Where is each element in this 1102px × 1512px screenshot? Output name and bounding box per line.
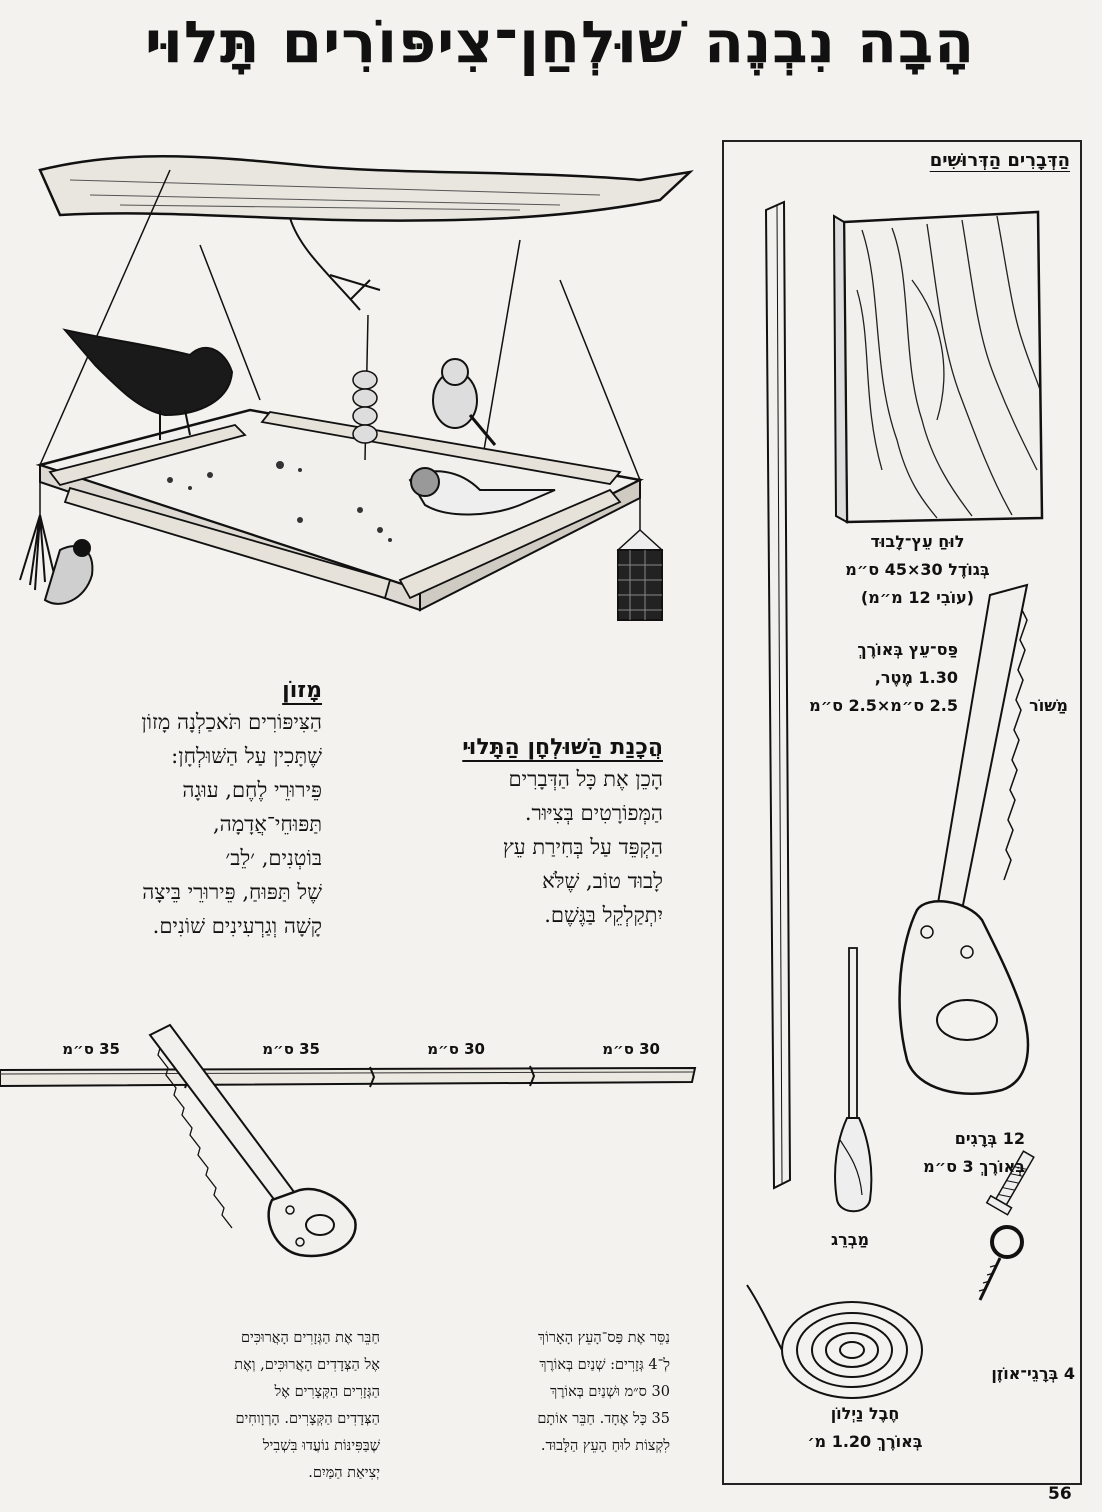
board-label-line: בְּגוֹדֶל 30×45 ס״מ [845, 560, 990, 579]
instructions-attach-line: הַגְּזָרִים הַקְּצָרִים אֶל [274, 1384, 380, 1400]
instructions-attach-line: שֶׁבַּפִּינּוֹת נוֹעֲדוּ בִּשְׁבִיל [262, 1438, 380, 1454]
instructions-attach-line: חַבֵּר אֶת הַגְּזָרִים הָאֲרוּכִּים [240, 1330, 380, 1346]
preparation-section [380, 735, 663, 932]
nylon-rope-label [790, 1400, 940, 1456]
instructions-attach-line: יְצִיאַת הַמַּיִם. [308, 1465, 380, 1481]
cut-strip-illustration [0, 1060, 700, 1300]
instructions-attach-line: הַצְּדָדִים הַקְּצָרִים. הָרְוָוחִים [235, 1411, 380, 1427]
materials-heading: הַדְּבָרִים הַדְּרוּשִׁים [929, 150, 1070, 171]
materials-illustrations [722, 140, 1082, 1485]
measurement-label: 30 ס״מ [602, 1040, 660, 1058]
eye-screws-label: 4 בְּרָגֵי־אוֹזֶן [991, 1364, 1075, 1383]
food-line: שֶׁתָּכִין עַל הַשּׁוּלְחָן: [171, 744, 322, 768]
nylon-rope-label-line: בְּאוֹרֶךְ 1.20 מ׳ [807, 1432, 923, 1451]
preparation-line: הָכֵן אֶת כָּל הַדְּבָרִים [508, 767, 663, 791]
instructions-attach [150, 1325, 380, 1487]
bird-table-illustration [0, 110, 710, 670]
instructions-cut-line: 35 כָּל אֶחָד. חַבֵּר אוֹתָם [537, 1411, 670, 1427]
food-heading: מָזוֹן [282, 678, 322, 703]
food-line: שֶׁל תַּפּוּחַ, פֵּירוּרֵי בֵּיצָה [142, 880, 322, 904]
preparation-line: לָבוּד טוֹב, שֶׁלֹּא [542, 869, 663, 893]
board-label [820, 528, 1015, 612]
strip-label-line: 2.5 ס״מ×2.5 ס״מ [809, 696, 958, 715]
strip-label-line: 1.30 מֶטֶר, [874, 668, 958, 687]
food-line: הַצִּיפּוֹרִים תֹּאכַלְנָה מָזוֹן [141, 710, 322, 734]
screws-label [905, 1125, 1025, 1181]
food-line: פֵּירוּרֵי לֶחֶם, עוּגָה [182, 778, 322, 802]
preparation-line: הַמְּפוֹרָטִים בְּצִיּוּר. [524, 801, 663, 825]
preparation-text [380, 762, 663, 932]
instructions-cut-line: לִקְצוֹת לוּחַ הָעֵץ הַלָּבוּד. [540, 1438, 670, 1454]
preparation-line: הַקְפֵּד עַל בְּחִירַת עֵץ [502, 835, 663, 859]
page-number: 56 [1048, 1484, 1072, 1504]
board-label-line: לוּחַ עֵץ־לָבוּד [870, 532, 965, 551]
food-text [60, 705, 322, 943]
food-line: קָשָׁה וְגַרְעִינִים שׁוֹנִים. [152, 914, 322, 938]
nylon-rope-label-line: חֶבֶל נַיְלוֹן [830, 1404, 900, 1423]
measurement-label: 35 ס״מ [62, 1040, 120, 1058]
screws-label-line: בְּאוֹרֶךְ 3 ס״מ [923, 1157, 1025, 1176]
measurement-label: 30 ס״מ [427, 1040, 485, 1058]
screws-label-line: 12 בְּרָגִים [954, 1129, 1025, 1148]
instructions-cut-line: לְ־4 גְּזָרִים: שְׁנַיִם בְּאוֹרֶךְ [539, 1357, 670, 1373]
food-line: בּוֹטְנִים, ׳לֵב׳ [225, 846, 322, 870]
instructions-cut [440, 1325, 670, 1460]
food-section [60, 678, 322, 943]
saw-label: מַשּׁוֹר [1029, 696, 1068, 715]
strip-label-line: פַּס־עֵץ בְּאוֹרֶךְ [857, 640, 958, 659]
strip-label [808, 636, 958, 720]
instructions-cut-line: נַסֵּר אֶת פַּס־הָעֵץ הָאָרוֹךְ [538, 1330, 670, 1346]
screwdriver-label: מַבְרֵג [830, 1230, 870, 1249]
instructions-cut-line: 30 ס״מ וּשְׁנַיִם בְּאוֹרֶךְ [550, 1384, 670, 1400]
preparation-line: יִתְקַלְקֵל בַּגֶּשֶׁם. [544, 903, 663, 927]
instructions-attach-line: אֶל הַצְּדָדִים הָאֲרוּכִּים, וְאֶת [234, 1357, 380, 1373]
measurement-label: 35 ס״מ [262, 1040, 320, 1058]
preparation-heading: הֲכָנַת הַשּׁוּלְחָן הַתָּלוּי [462, 735, 663, 760]
page-title: הָבָה נִבְנֶה שׁוּלְחַן־צִיפּוֹרִים תָּלוּי [144, 8, 976, 76]
board-label-line: (עוֹבִי 12 מ״מ) [860, 588, 975, 607]
food-line: תַּפּוּחֵי־אֲדָמָה, [212, 812, 322, 836]
